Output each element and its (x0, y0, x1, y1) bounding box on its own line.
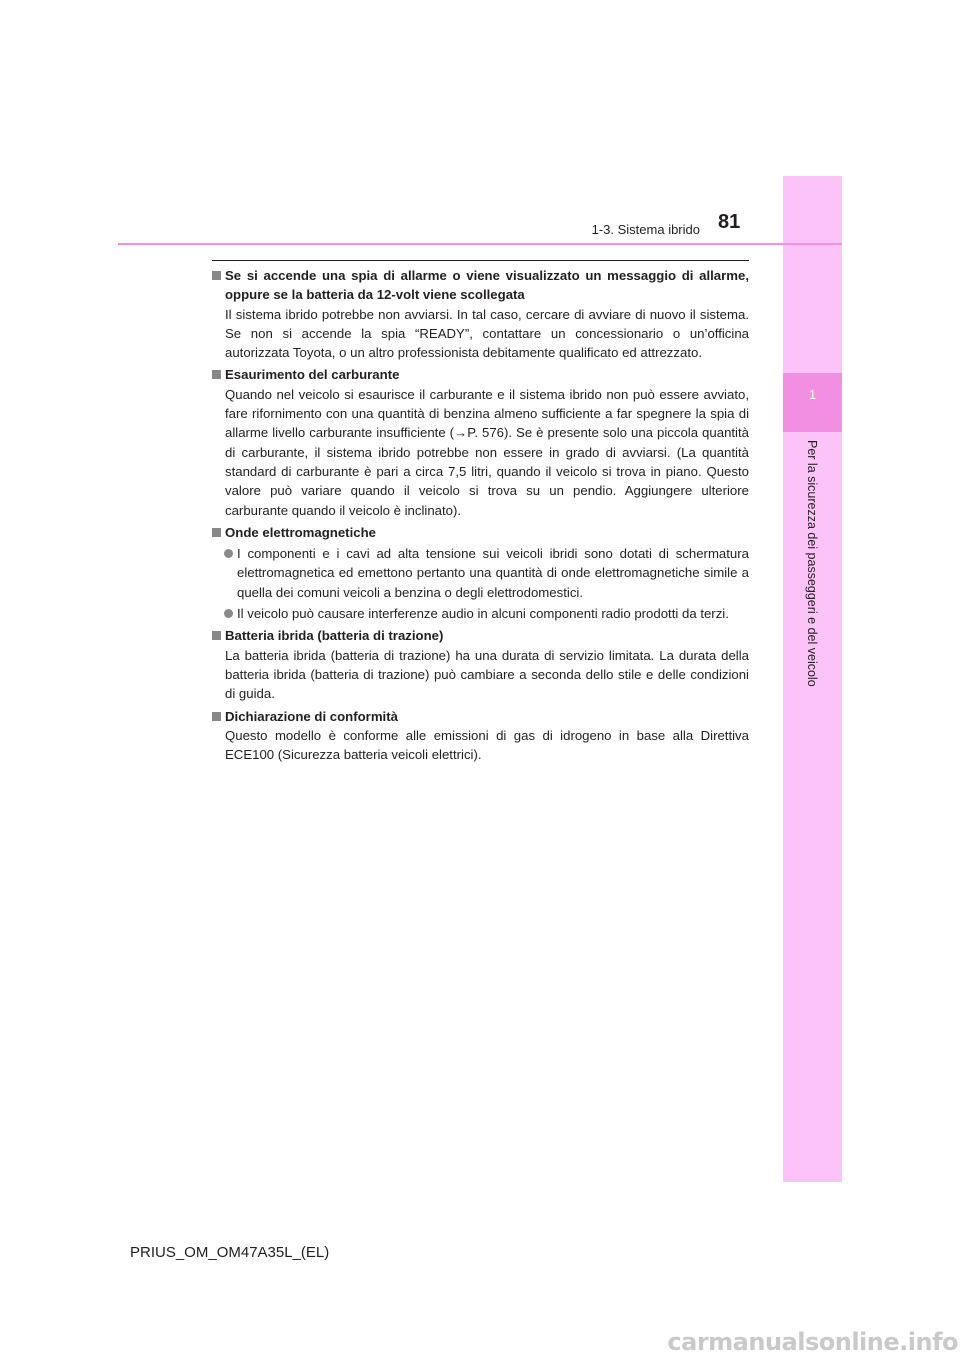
item-title-text: Se si accende una spia di allarme o viene visualizzato un messaggio di allarme, oppure se la batteria da 12-volt viene scollegata (225, 268, 749, 303)
item-fuel (211, 365, 749, 519)
item-body: Quando nel veicolo si esaurisce il carburante e il sistema ibrido non può essere avviato, fare rifornimento con una quantità di benzina almeno sufficiente a far spegnere la spia di allarme livello carburante insufficiente (→P. 576). Se è presente solo una piccola quantità di carburante, il sistema ibrido potrebbe non essere in grado di avviarsi. (La quantità standard di carburante è pari a circa 7,5 litri, quando il veicolo si trova in piano. Questo valore può variare quando il veicolo si trova su un pendio. Aggiungere ulteriore carburante quando il veicolo è inclinato). (225, 386, 749, 518)
item-body: La batteria ibrida (batteria di trazione) ha una durata di servizio limitata. La durata della batteria ibrida (batteria di trazione) può cambiare a seconda dello stile e delle condizioni di guida. (225, 647, 749, 702)
list-item (211, 604, 749, 623)
chapter-side-tab (783, 176, 842, 1182)
item-title (211, 365, 749, 384)
square-bullet-icon (212, 271, 221, 280)
content-top-rule (212, 260, 749, 261)
item-title (211, 266, 749, 305)
chapter-title-vertical: Per la sicurezza dei passeggeri e del veicolo (805, 440, 819, 687)
item-title (211, 626, 749, 645)
circle-bullet-icon (224, 609, 233, 618)
item-conformity (211, 707, 749, 765)
item-em-waves (211, 523, 749, 623)
square-bullet-icon (212, 712, 221, 721)
list-item-text: I componenti e i cavi ad alta tensione sui veicoli ibridi sono dotati di schermatura elettromagnetica ed emettono pertanto una quantità di onde elettromagnetiche simile a quella dei comuni veicoli a benzina o degli elettrodomestici. (237, 546, 749, 600)
watermark: carmanualsonline.info (667, 1328, 958, 1356)
item-hybrid-battery (211, 626, 749, 703)
item-body: Il sistema ibrido potrebbe non avviarsi. In tal caso, cercare di avviare di nuovo il sistema. Se non si accende la spia “READY”, contattare un concessionario o un’officina autorizzata Toyota, o un altro professionista debitamente qualificato ed attrezzato. (225, 306, 749, 361)
chapter-number-block (783, 373, 842, 432)
section-title: 1-3. Sistema ibrido (591, 222, 700, 237)
square-bullet-icon (212, 370, 221, 379)
item-warning-light (211, 266, 749, 362)
item-body: Questo modello è conforme alle emissioni di gas di idrogeno in base alla Direttiva ECE100 (Sicurezza batteria veicoli elettrici). (225, 727, 749, 763)
item-title (211, 523, 749, 542)
item-title-text: Esaurimento del carburante (225, 367, 400, 383)
square-bullet-icon (212, 528, 221, 537)
header-rule (118, 243, 842, 245)
square-bullet-icon (212, 631, 221, 640)
content-body (211, 266, 749, 767)
item-title-text: Dichiarazione di conformità (225, 708, 398, 724)
list-item-text: Il veicolo può causare interferenze audio in alcuni componenti radio prodotti da terzi. (237, 606, 729, 622)
item-title-text: Onde elettromagnetiche (225, 524, 376, 540)
circle-bullet-icon (224, 549, 233, 558)
list-item (211, 544, 749, 602)
item-title (211, 707, 749, 726)
item-title-text: Batteria ibrida (batteria di trazione) (225, 628, 444, 644)
footer-doc-code: PRIUS_OM_OM47A35L_(EL) (130, 1244, 330, 1261)
chapter-number: 1 (808, 387, 817, 402)
page-number: 81 (718, 211, 741, 233)
